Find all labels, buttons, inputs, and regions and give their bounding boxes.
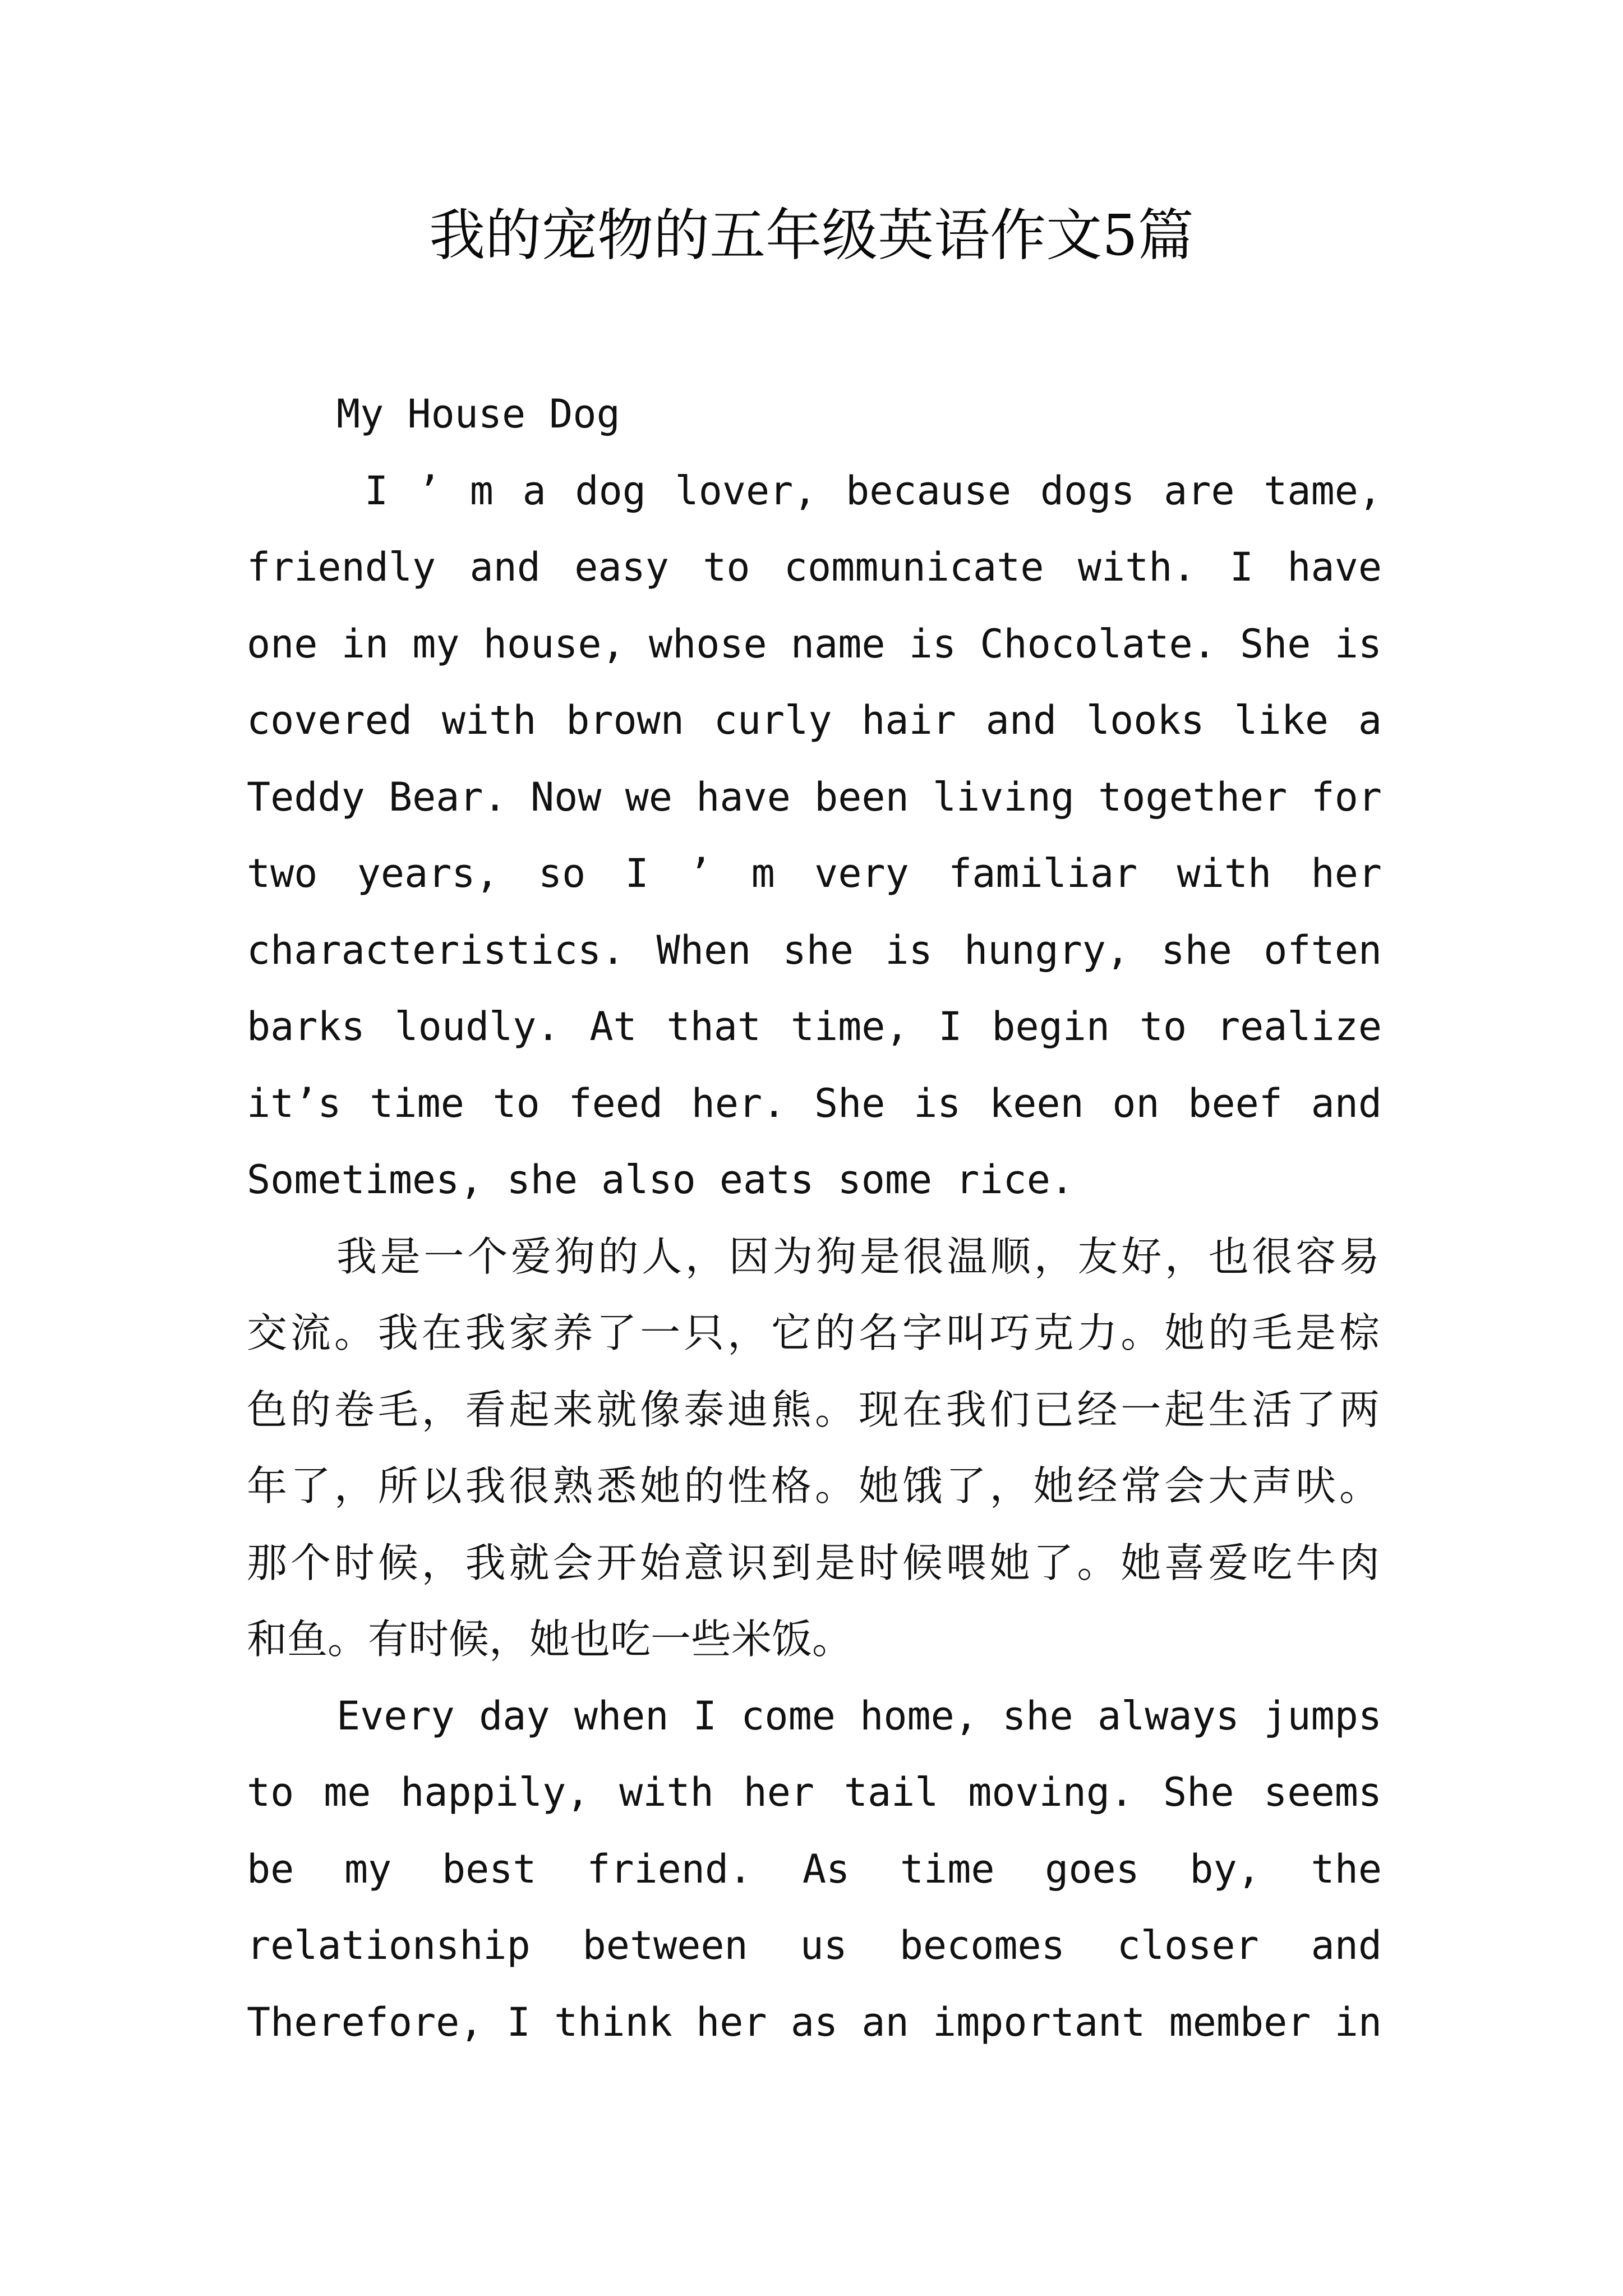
text-line: 色的卷毛，看起来就像泰迪熊。现在我们已经一起生活了两 [247,1386,1382,1433]
text-line: Therefore, I think her as an important member in [247,1999,1382,2045]
text-line: covered with brown curly hair and looks like a [247,697,1382,743]
document-title: 我的宠物的五年级英语作文5篇 [429,203,1194,268]
text-line: Every day when I come home, she always jumps [336,1692,1382,1739]
text-line: barks loudly. At that time, I begin to realize [247,1004,1382,1050]
text-line: 那个时候，我就会开始意识到是时候喂她了。她喜爱吃牛肉 [247,1539,1382,1586]
text-line: Sometimes, she also eats some rice. [247,1157,1075,1203]
text-line: 我是一个爱狗的人，因为狗是很温顺，友好，也很容易 [336,1232,1382,1280]
text-line: 和鱼。有时候，她也吃一些米饭。 [247,1616,853,1663]
text-line: Teddy Bear. Now we have been living together for [247,774,1382,820]
text-line: 交流。我在我家养了一只，它的名字叫巧克力。她的毛是棕 [247,1309,1382,1356]
document-body [247,376,1382,2060]
text-line: 年了，所以我很熟悉她的性格。她饿了，她经常会大声吠。 [247,1462,1382,1510]
text-line: friendly and easy to communicate with. I have [247,544,1382,590]
text-line: it’s time to feed her. She is keen on beef and [247,1080,1382,1126]
text-line: I ’ m a dog lover, because dogs are tame, [365,467,1382,514]
text-line: relationship between us becomes closer and [247,1922,1382,1968]
text-line: two years, so I ’ m very familiar with her [247,850,1382,896]
text-line: My House Dog [336,391,620,437]
text-line: characteristics. When she is hungry, she often [247,927,1382,973]
text-line: to me happily, with her tail moving. She seems [247,1769,1382,1815]
text-line: one in my house, whose name is Chocolate. She is [247,620,1382,667]
text-line: be my best friend. As time goes by, the [247,1846,1382,1892]
